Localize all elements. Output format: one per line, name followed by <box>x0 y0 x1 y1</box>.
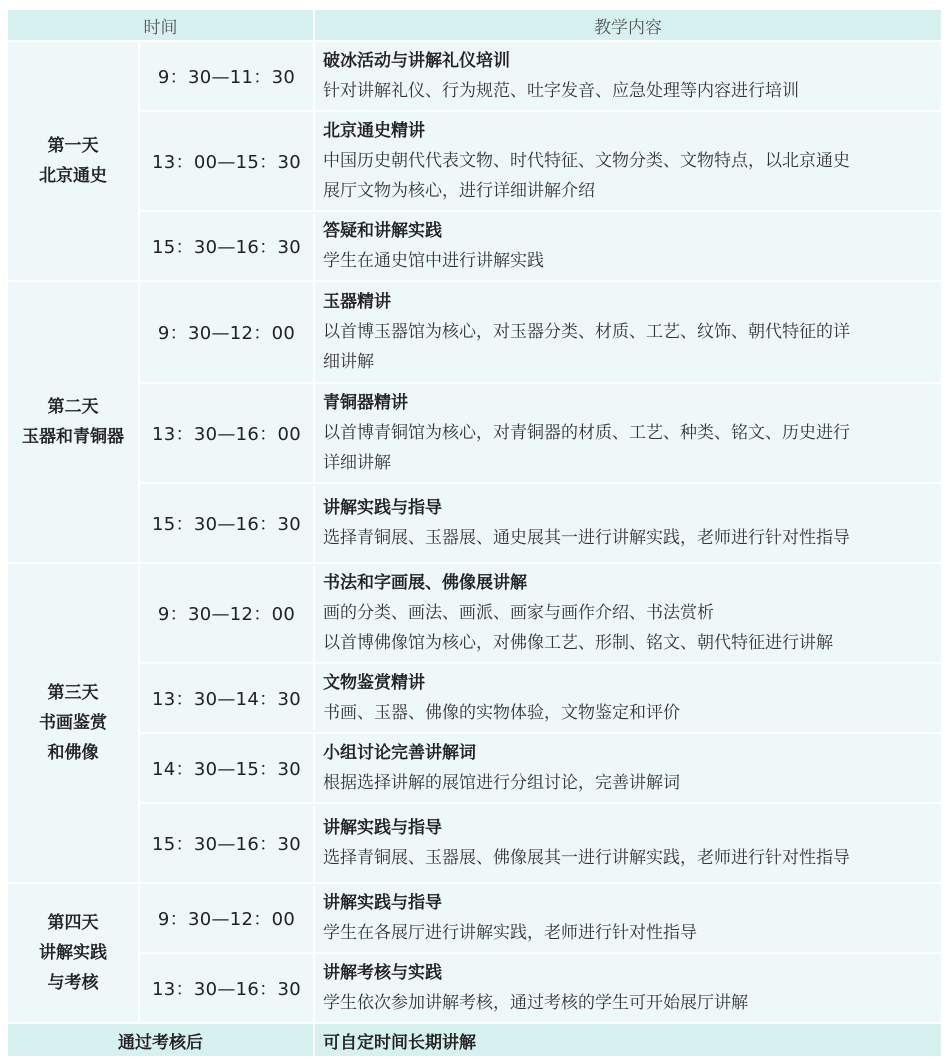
session-row <box>7 211 942 281</box>
session-title: 小组讨论完善讲解词 <box>323 743 476 763</box>
session-time: 15：30—16：30 <box>139 211 314 281</box>
session-row <box>7 803 942 883</box>
session-time: 14：30—15：30 <box>139 733 314 803</box>
session-content <box>314 953 942 1023</box>
session-content <box>314 663 942 733</box>
header-row <box>7 9 942 41</box>
session-row <box>7 883 942 953</box>
schedule-table <box>6 8 943 1058</box>
session-title: 讲解实践与指导 <box>323 818 442 838</box>
session-desc: 中国历史朝代代表文物、时代特征、文物分类、文物特点，以北京通史 展厅文物为核心，进行详细讲解介绍 <box>323 151 850 201</box>
footer-row <box>7 1023 942 1057</box>
header-time: 时间 <box>7 9 314 41</box>
session-title: 玉器精讲 <box>323 292 391 312</box>
session-time: 15：30—16：30 <box>139 483 314 563</box>
session-desc: 学生在通史馆中进行讲解实践 <box>323 251 544 271</box>
session-time: 13：30—14：30 <box>139 663 314 733</box>
header-content: 教学内容 <box>314 9 942 41</box>
session-desc: 以首博青铜馆为核心，对青铜器的材质、工艺、种类、铭文、历史进行 详细讲解 <box>323 423 850 473</box>
session-content <box>314 41 942 111</box>
session-time: 9：30—12：00 <box>139 281 314 383</box>
session-title: 讲解考核与实践 <box>323 963 442 983</box>
session-content <box>314 383 942 483</box>
session-row <box>7 383 942 483</box>
session-desc: 根据选择讲解的展馆进行分组讨论，完善讲解词 <box>323 773 680 793</box>
session-time: 9：30—11：30 <box>139 41 314 111</box>
session-desc: 学生依次参加讲解考核，通过考核的学生可开始展厅讲解 <box>323 993 748 1013</box>
session-row <box>7 111 942 211</box>
session-title: 讲解实践与指导 <box>323 893 442 913</box>
session-time: 9：30—12：00 <box>139 883 314 953</box>
day-label: 第一天 北京通史 <box>7 41 139 281</box>
session-time: 13：00—15：30 <box>139 111 314 211</box>
session-row <box>7 563 942 663</box>
session-desc: 画的分类、画法、画派、画家与画作介绍、书法赏析 以首博佛像馆为核心，对佛像工艺、形制、铭文、朝代特征进行讲解 <box>323 603 833 653</box>
session-title: 北京通史精讲 <box>323 121 425 141</box>
session-content <box>314 111 942 211</box>
session-desc: 选择青铜展、玉器展、通史展其一进行讲解实践，老师进行针对性指导 <box>323 528 850 548</box>
session-content <box>314 733 942 803</box>
session-time: 15：30—16：30 <box>139 803 314 883</box>
session-content <box>314 883 942 953</box>
footer-content: 可自定时间长期讲解 <box>314 1023 942 1057</box>
session-row <box>7 733 942 803</box>
session-content <box>314 483 942 563</box>
session-desc: 针对讲解礼仪、行为规范、吐字发音、应急处理等内容进行培训 <box>323 81 799 101</box>
day-label: 第二天 玉器和青铜器 <box>7 281 139 563</box>
footer-label: 通过考核后 <box>7 1023 314 1057</box>
session-desc: 以首博玉器馆为核心，对玉器分类、材质、工艺、纹饰、朝代特征的详 细讲解 <box>323 322 850 372</box>
session-content <box>314 563 942 663</box>
session-row <box>7 483 942 563</box>
session-content <box>314 211 942 281</box>
session-content <box>314 281 942 383</box>
session-row <box>7 953 942 1023</box>
session-title: 讲解实践与指导 <box>323 498 442 518</box>
session-title: 青铜器精讲 <box>323 393 408 413</box>
session-time: 13：30—16：00 <box>139 383 314 483</box>
session-content <box>314 803 942 883</box>
session-time: 13：30—16：30 <box>139 953 314 1023</box>
session-desc: 书画、玉器、佛像的实物体验，文物鉴定和评价 <box>323 703 680 723</box>
session-desc: 学生在各展厅进行讲解实践，老师进行针对性指导 <box>323 923 697 943</box>
day-label: 第三天 书画鉴赏 和佛像 <box>7 563 139 883</box>
session-title: 答疑和讲解实践 <box>323 221 442 241</box>
session-time: 9：30—12：00 <box>139 563 314 663</box>
session-title: 书法和字画展、佛像展讲解 <box>323 573 527 593</box>
session-row <box>7 663 942 733</box>
day-label: 第四天 讲解实践 与考核 <box>7 883 139 1023</box>
session-title: 破冰活动与讲解礼仪培训 <box>323 51 510 71</box>
session-row <box>7 281 942 383</box>
session-desc: 选择青铜展、玉器展、佛像展其一进行讲解实践，老师进行针对性指导 <box>323 848 850 868</box>
session-title: 文物鉴赏精讲 <box>323 673 425 693</box>
session-row <box>7 41 942 111</box>
